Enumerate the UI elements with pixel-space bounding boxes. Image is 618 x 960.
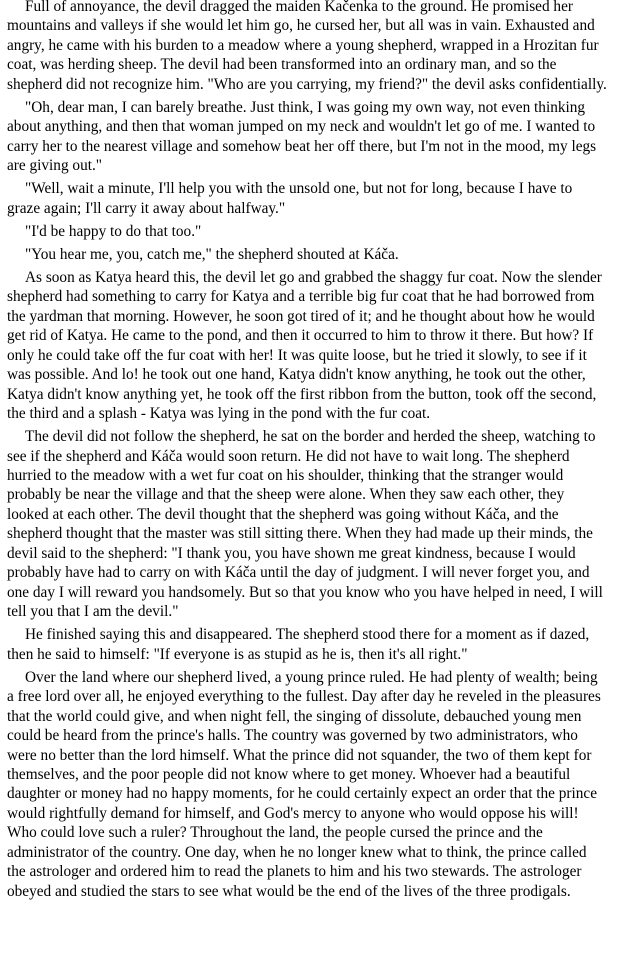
paragraph-4: "I'd be happy to do that too." bbox=[25, 222, 202, 240]
paragraph-6: As soon as Katya heard this, the devil let go and grabbed the shaggy fur coat. Now the slender shepherd had something to carry for Katya and a terrible big fur coat that he had borrowed from the yardman that morning. However, he soon got tired of it; and he thought about how he would get rid of Katya. He came to the pond, and then it occurred to him to throw it there. But how? If only he could take off the fur coat with her! It was quite loose, but he tried it slowly, to see if it was possible. And lo! he took out one hand, Katya didn't know anything, he took out the other, Katya didn't know anything yet, he took off the first ribbon from the button, took off the second, the third and a splash - Katya was lying in the pond with the fur coat. bbox=[7, 268, 602, 423]
paragraph-2: "Oh, dear man, I can barely breathe. Just think, I was going my own way, not even thinking about anything, and then that woman jumped on my neck and wouldn't let go of me. I wanted to carry her to the nearest village and somehow beat her off there, but I'm not in the mood, my legs are giving out." bbox=[7, 98, 597, 175]
paragraph-5: "You hear me, you, catch me," the shepherd shouted at Káča. bbox=[25, 245, 399, 263]
paragraph-7: The devil did not follow the shepherd, he sat on the border and herded the sheep, watching to see if the shepherd and Káča would soon return. He did not have to wait long. The shepherd hurried to the meadow with a wet fur coat on his shoulder, thinking that the stranger would probably be near the village and that the sheep were alone. When they saw each other, they looked at each other. The devil thought that the shepherd was going without Káča, and the shepherd thought that the master was still sitting there. When they had made up their minds, the devil said to the shepherd: "I thank you, you have shown me great kindness, because I would probably have had to carry on with Káča until the day of judgment. I will never forget you, and one day I will reward you handsomely. But so that you know who you have helped in need, I will tell you that I am the devil." bbox=[7, 428, 603, 621]
paragraph-8: He finished saying this and disappeared. The shepherd stood there for a moment as if dazed, then he said to himself: "If everyone is as stupid as he is, then it's all right." bbox=[7, 626, 590, 663]
paragraph-3: "Well, wait a minute, I'll help you with the unsold one, but not for long, because I have to graze again; I'll carry it away about halfway." bbox=[7, 180, 573, 217]
paragraph-9: Over the land where our shepherd lived, a young prince ruled. He had plenty of wealth; being a free lord over all, he enjoyed everything to the fullest. Day after day he reveled in the pleasures that the world could give, and when night fell, the singing of dissolute, debauched young men could be heard from the prince's halls. The country was governed by two administrators, who were no better than the lord himself. What the prince did not squander, the two of them kept for themselves, and the poor people did not know where to get money. Whoever had a beautiful daughter or money had no happy moments, for he could certainly expect an order that the prince would rightfully demand for himself, and God's mercy to anyone who would oppose his will! Who could love such a ruler? Throughout the land, the people cursed the prince and the administrator of the country. One day, when he no longer knew what to think, the prince called the astrologer and ordered him to read the planets to him and his two stewards. The astrologer obeyed and studied the stars to see what would be the end of the lives of the three prodigals. bbox=[7, 668, 601, 900]
paragraph-1: Full of annoyance, the devil dragged the maiden Kačenka to the ground. He promised her mountains and valleys if she would let him go, he cursed her, but all was in vain. Exhausted and angry, he came with his burden to a meadow where a young shepherd, wrapped in a Hrozitan fur coat, was herding sheep. The devil had been transformed into an ordinary man, and so the shepherd did not recognize him. "Who are you carrying, my friend?" the devil asks confidentially. bbox=[7, 0, 607, 93]
